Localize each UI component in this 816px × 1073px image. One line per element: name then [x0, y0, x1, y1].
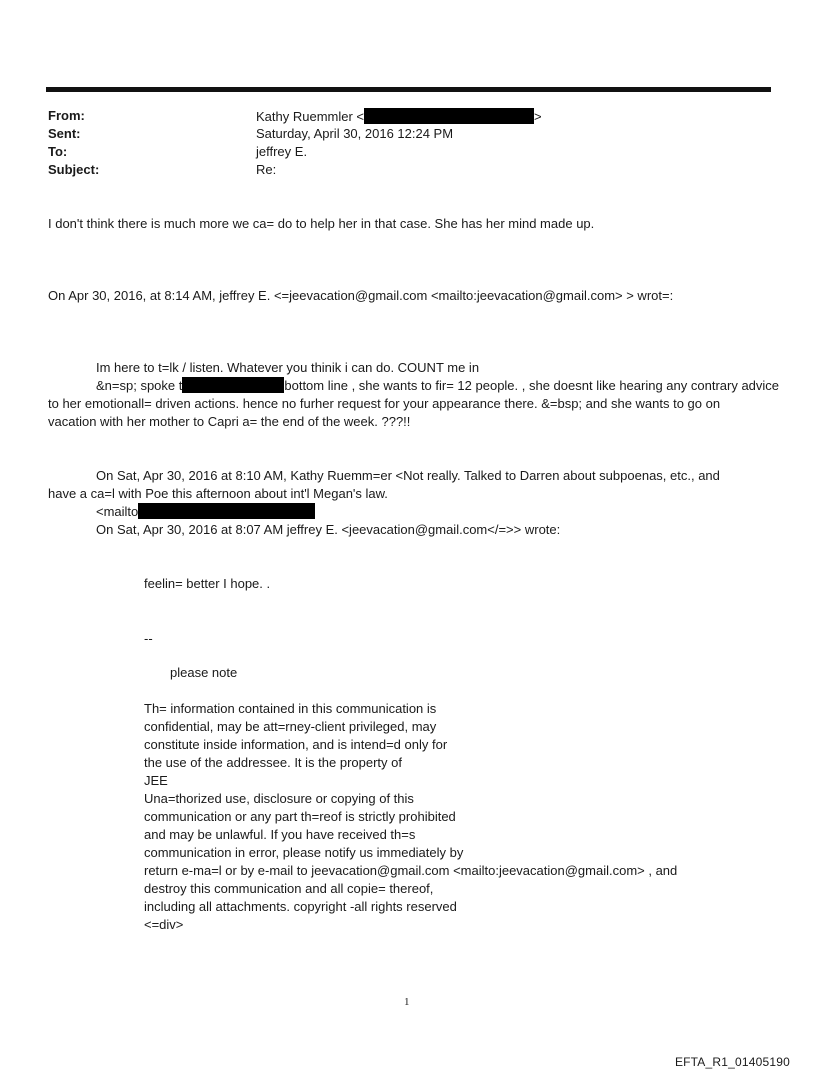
sig-note: please note: [170, 665, 238, 680]
page-number: 1: [404, 996, 410, 1008]
subject-label: Subject:: [48, 162, 100, 177]
sent-label: Sent:: [48, 126, 81, 141]
disclaimer-line: destroy this communication and all copie= thereof,: [144, 881, 434, 896]
q1-line-2-b: bottom line , she wants to fir= 12 people. , she doesnt like hearing any contrary advice: [284, 378, 780, 393]
redaction-box: [138, 503, 315, 519]
from-value: [256, 108, 542, 124]
to-label: To:: [48, 144, 68, 159]
disclaimer-line: <=div>: [144, 917, 184, 932]
q2-line-2: have a ca=l with Poe this afternoon about int'l Megan's law.: [48, 486, 388, 501]
from-end: >: [534, 109, 542, 124]
disclaimer-line: constitute inside information, and is intend=d only for: [144, 737, 448, 752]
disclaimer-line: Una=thorized use, disclosure or copying of this: [144, 791, 414, 806]
sig-dash: --: [144, 631, 153, 646]
from-label: From:: [48, 108, 85, 123]
sent-value: Saturday, April 30, 2016 12:24 PM: [256, 126, 454, 141]
q2-line-1: On Sat, Apr 30, 2016 at 8:10 AM, Kathy Ruemm=er <Not really. Talked to Darren about subpoenas, etc., and: [96, 468, 720, 483]
disclaimer-line: Th= information contained in this communication is: [144, 701, 437, 716]
from-name: Kathy Ruemmler <: [256, 109, 365, 124]
q2-line-3: [96, 503, 315, 521]
reply-text: I don't think there is much more we ca= do to help her in that case. She has her mind made up.: [48, 216, 595, 231]
q1-line-2: [96, 377, 779, 395]
q1-line-1: Im here to t=lk / listen. Whatever you thinik i can do. COUNT me in: [96, 360, 480, 375]
to-value: jeffrey E.: [256, 144, 308, 159]
q3-text: feelin= better I hope. .: [144, 576, 271, 591]
redaction-box: [364, 108, 534, 124]
q1-line-3: to her emotionall= driven actions. hence no furher request for your appearance there. &=bsp; and she wants to go on: [48, 396, 721, 411]
subject-value: Re:: [256, 162, 277, 177]
disclaimer-line: including all attachments. copyright -all rights reserved: [144, 899, 457, 914]
disclaimer-line: communication in error, please notify us immediately by: [144, 845, 464, 860]
redaction-box: [182, 377, 284, 393]
q1-line-2-a: &n=sp; spoke t: [96, 378, 183, 393]
disclaimer-line: communication or any part th=reof is strictly prohibited: [144, 809, 456, 824]
q2-mailto: <mailto: [96, 504, 139, 519]
q1-line-4: vacation with her mother to Capri a= the end of the week. ???!!: [48, 414, 411, 429]
disclaimer-line: the use of the addressee. It is the property of: [144, 755, 402, 770]
disclaimer-line: confidential, may be att=rney-client privileged, may: [144, 719, 437, 734]
document-id: EFTA_R1_01405190: [674, 1055, 790, 1069]
q2-line-4: On Sat, Apr 30, 2016 at 8:07 AM jeffrey E. <jeevacation@gmail.com</=>> wrote:: [96, 522, 561, 537]
disclaimer-line: and may be unlawful. If you have received th=s: [144, 827, 416, 842]
disclaimer-line: return e-ma=l or by e-mail to jeevacation@gmail.com <mailto:jeevacation@gmail.com> , and: [144, 863, 678, 878]
quote1-header: On Apr 30, 2016, at 8:14 AM, jeffrey E. <=jeevacation@gmail.com <mailto:jeevacation@gmail.com> > wrot=:: [48, 288, 674, 303]
disclaimer-line: JEE: [144, 773, 168, 788]
header-rule: [46, 87, 771, 92]
